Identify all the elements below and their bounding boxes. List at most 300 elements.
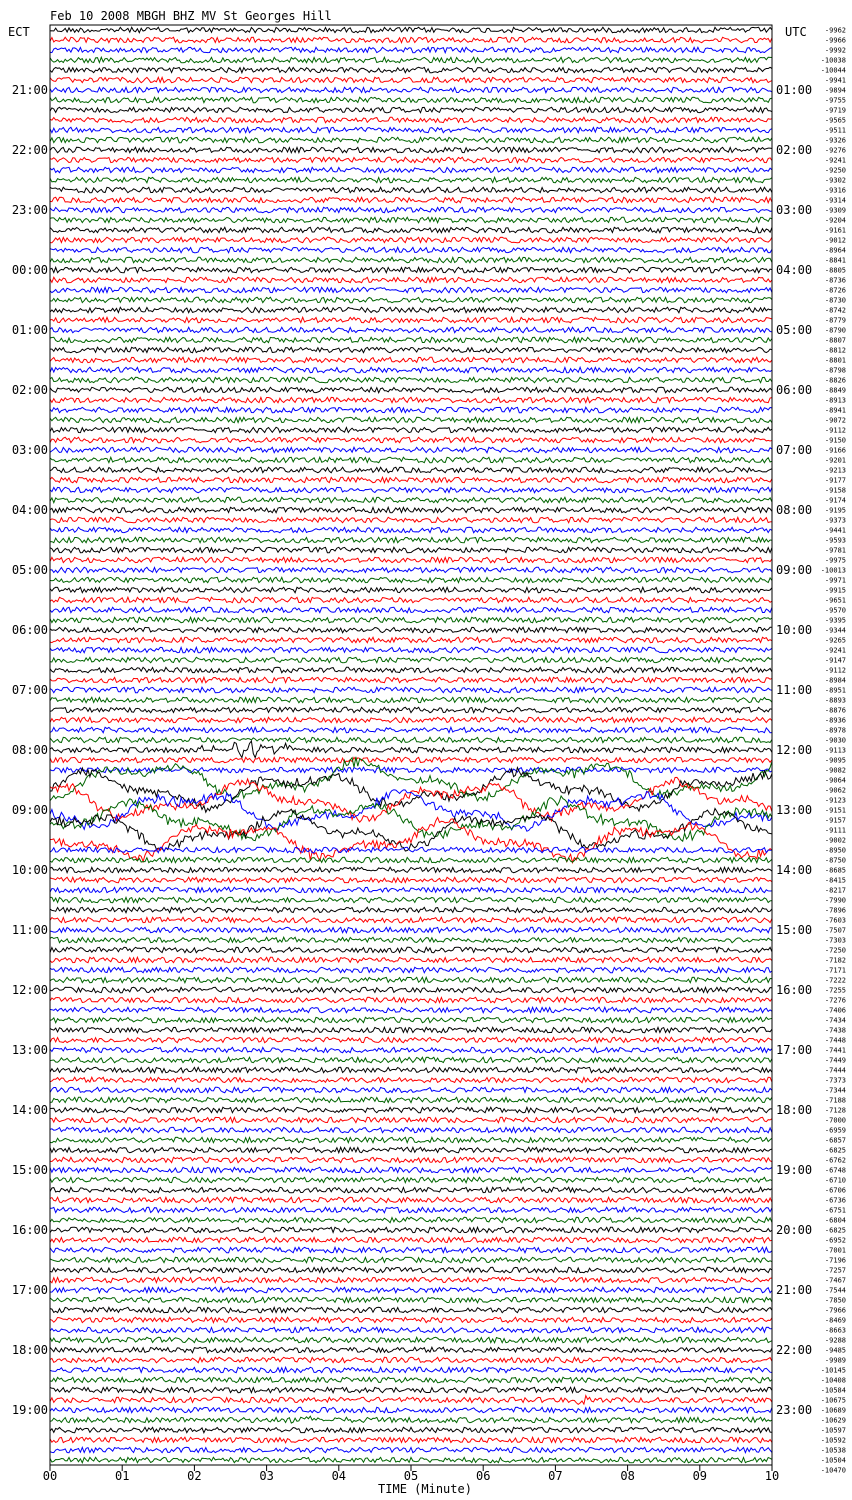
trace-offset-label: -8841 — [824, 256, 846, 265]
trace-73 — [50, 757, 772, 762]
trace-139 — [50, 1416, 772, 1423]
trace-offset-label: -7448 — [824, 1036, 846, 1045]
left-hour-label: 19:00 — [11, 1403, 48, 1417]
trace-136 — [50, 1387, 772, 1392]
trace-6 — [50, 87, 772, 92]
trace-offset-label: -8798 — [824, 366, 846, 375]
trace-offset-label: -9123 — [824, 796, 846, 805]
trace-offset-label: -7438 — [824, 1026, 846, 1035]
trace-offset-label: -7001 — [824, 1246, 846, 1255]
trace-102 — [50, 1047, 772, 1052]
trace-offset-label: -9062 — [824, 786, 846, 795]
trace-59 — [50, 617, 772, 622]
trace-61 — [50, 637, 772, 642]
trace-offset-label: -10675 — [820, 1396, 846, 1405]
trace-87 — [50, 897, 772, 902]
left-hour-label: 17:00 — [11, 1283, 48, 1297]
trace-96 — [50, 987, 772, 992]
trace-122 — [50, 1247, 772, 1252]
trace-offset-label: -9112 — [824, 666, 846, 675]
trace-118 — [50, 1207, 772, 1212]
trace-64 — [50, 667, 772, 672]
trace-141 — [50, 1437, 772, 1442]
trace-123 — [50, 1257, 772, 1262]
trace-offset-label: -8951 — [824, 686, 846, 695]
left-hour-label: 16:00 — [11, 1223, 48, 1237]
trace-offset-label: -9147 — [824, 656, 846, 665]
trace-offset-label: -9113 — [824, 746, 846, 755]
left-hour-label: 03:00 — [11, 443, 48, 457]
right-hour-label: 15:00 — [776, 923, 813, 937]
trace-offset-label: -7196 — [824, 1256, 846, 1265]
right-hour-label: 23:00 — [776, 1403, 813, 1417]
right-hour-label: 03:00 — [776, 203, 813, 217]
trace-offset-label: -9082 — [824, 766, 846, 775]
left-hour-label: 10:00 — [11, 863, 48, 877]
trace-offset-label: -10597 — [820, 1426, 846, 1435]
trace-offset-label: -8950 — [824, 846, 846, 855]
trace-offset-label: -9241 — [824, 646, 846, 655]
trace-94 — [50, 967, 772, 972]
trace-offset-label: -9719 — [824, 106, 846, 115]
trace-100 — [50, 1027, 772, 1032]
trace-20 — [50, 227, 772, 232]
trace-69 — [50, 717, 772, 722]
trace-30 — [50, 327, 772, 332]
trace-offset-label: -9395 — [824, 616, 846, 625]
trace-offset-label: -7182 — [824, 956, 846, 965]
trace-5 — [50, 77, 772, 82]
right-hour-label: 14:00 — [776, 863, 813, 877]
trace-28 — [50, 307, 772, 312]
trace-offset-label: -9166 — [824, 446, 846, 455]
trace-offset-label: -9250 — [824, 166, 846, 175]
right-hour-label: 12:00 — [776, 743, 813, 757]
trace-offset-label: -8469 — [824, 1316, 846, 1325]
trace-offset-label: -7406 — [824, 1006, 846, 1015]
right-hour-label: 22:00 — [776, 1343, 813, 1357]
trace-32 — [50, 347, 772, 352]
trace-133 — [50, 1357, 772, 1362]
trace-offset-label: -7896 — [824, 906, 846, 915]
trace-26 — [50, 287, 772, 292]
trace-offset-label: -7850 — [824, 1296, 846, 1305]
trace-15 — [50, 177, 772, 182]
left-hour-label: 14:00 — [11, 1103, 48, 1117]
trace-104 — [50, 1067, 772, 1072]
trace-89 — [50, 917, 772, 922]
left-hour-label: 06:00 — [11, 623, 48, 637]
trace-offset-label: -7507 — [824, 926, 846, 935]
trace-113 — [50, 1157, 772, 1162]
trace-108 — [50, 1107, 772, 1112]
trace-offset-label: -8730 — [824, 296, 846, 305]
trace-71 — [50, 737, 772, 742]
left-hour-label: 15:00 — [11, 1163, 48, 1177]
trace-offset-label: -7966 — [824, 1306, 846, 1315]
trace-offset-label: -9989 — [824, 1356, 846, 1365]
right-hour-label: 20:00 — [776, 1223, 813, 1237]
trace-46 — [50, 487, 772, 492]
right-hour-label: 05:00 — [776, 323, 813, 337]
chart-title: Feb 10 2008 MBGH BHZ MV St Georges Hill — [50, 9, 332, 23]
trace-34 — [50, 367, 772, 372]
right-hour-label: 21:00 — [776, 1283, 813, 1297]
trace-55 — [50, 577, 772, 582]
trace-56 — [50, 587, 772, 592]
trace-offset-label: -10145 — [820, 1366, 846, 1375]
trace-110 — [50, 1127, 772, 1132]
trace-24 — [50, 267, 772, 272]
right-hour-label: 07:00 — [776, 443, 813, 457]
trace-offset-label: -8849 — [824, 386, 846, 395]
trace-offset-label: -7441 — [824, 1046, 846, 1055]
trace-offset-label: -9894 — [824, 86, 846, 95]
x-tick-label: 06 — [475, 1469, 491, 1483]
trace-offset-label: -6736 — [824, 1196, 846, 1205]
trace-67 — [50, 697, 772, 702]
trace-23 — [50, 257, 772, 262]
right-hour-label: 19:00 — [776, 1163, 813, 1177]
trace-27 — [50, 297, 772, 302]
trace-offset-label: -8790 — [824, 326, 846, 335]
trace-offset-label: -10592 — [820, 1436, 846, 1445]
x-tick-label: 04 — [331, 1469, 347, 1483]
right-hour-label: 01:00 — [776, 83, 813, 97]
trace-93 — [50, 957, 772, 962]
trace-offset-label: -7303 — [824, 936, 846, 945]
trace-offset-label: -8663 — [824, 1326, 846, 1335]
trace-9 — [50, 117, 772, 122]
trace-92 — [50, 947, 772, 952]
trace-88 — [50, 907, 772, 912]
trace-offset-label: -6857 — [824, 1136, 846, 1145]
x-tick-label: 05 — [403, 1469, 419, 1483]
trace-50 — [50, 527, 772, 532]
trace-offset-label: -9570 — [824, 606, 846, 615]
trace-57 — [50, 597, 772, 602]
left-hour-label: 12:00 — [11, 983, 48, 997]
trace-offset-label: -7467 — [824, 1276, 846, 1285]
left-hour-label: 05:00 — [11, 563, 48, 577]
trace-offset-label: -9651 — [824, 596, 846, 605]
trace-52 — [50, 547, 772, 552]
left-hour-label: 21:00 — [11, 83, 48, 97]
trace-125 — [50, 1277, 772, 1282]
trace-38 — [50, 407, 772, 412]
trace-70 — [50, 727, 772, 732]
trace-98 — [50, 1007, 772, 1012]
trace-128 — [50, 1307, 772, 1312]
trace-66 — [50, 687, 772, 692]
trace-offset-label: -9177 — [824, 476, 846, 485]
trace-offset-label: -8742 — [824, 306, 846, 315]
trace-offset-label: -7544 — [824, 1286, 846, 1295]
trace-78 — [50, 790, 772, 831]
trace-offset-label: -9971 — [824, 576, 846, 585]
trace-41 — [50, 437, 772, 442]
trace-43 — [50, 457, 772, 462]
trace-132 — [50, 1347, 772, 1352]
trace-offset-label: -7250 — [824, 946, 846, 955]
trace-2 — [50, 47, 772, 52]
trace-83 — [50, 857, 772, 862]
trace-99 — [50, 1017, 772, 1022]
trace-42 — [50, 447, 772, 452]
trace-137 — [50, 1396, 772, 1405]
trace-offset-label: -9975 — [824, 556, 846, 565]
trace-68 — [50, 707, 772, 712]
trace-54 — [50, 567, 772, 572]
left-hour-label: 13:00 — [11, 1043, 48, 1057]
trace-44 — [50, 467, 772, 472]
trace-offset-label: -8415 — [824, 876, 846, 885]
left-hour-label: 04:00 — [11, 503, 48, 517]
right-hour-label: 04:00 — [776, 263, 813, 277]
trace-13 — [50, 157, 772, 162]
trace-103 — [50, 1057, 772, 1062]
trace-offset-label: -10038 — [820, 56, 846, 65]
trace-offset-label: -6825 — [824, 1146, 846, 1155]
trace-offset-label: -8807 — [824, 336, 846, 345]
trace-72 — [50, 741, 772, 758]
seismic-traces — [50, 27, 772, 1462]
trace-7 — [50, 97, 772, 102]
trace-offset-label: -8736 — [824, 276, 846, 285]
trace-offset-label: -6825 — [824, 1226, 846, 1235]
trace-offset-label: -9992 — [824, 46, 846, 55]
right-hour-axis — [776, 83, 812, 1417]
trace-offset-label: -9276 — [824, 146, 846, 155]
trace-81 — [50, 818, 772, 863]
trace-112 — [50, 1147, 772, 1152]
trace-40 — [50, 427, 772, 432]
trace-offset-label: -9002 — [824, 836, 846, 845]
trace-33 — [50, 357, 772, 362]
trace-offset-label: -6762 — [824, 1156, 846, 1165]
trace-offset-label: -8779 — [824, 316, 846, 325]
trace-offset-label: -9288 — [824, 1336, 846, 1345]
trace-115 — [50, 1177, 772, 1182]
trace-143 — [50, 1457, 772, 1462]
left-hour-label: 18:00 — [11, 1343, 48, 1357]
trace-35 — [50, 377, 772, 382]
left-hour-axis — [12, 83, 48, 1417]
trace-offset-label: -9441 — [824, 526, 846, 535]
trace-10 — [50, 127, 772, 132]
trace-offset-label: -10584 — [820, 1386, 846, 1395]
x-tick-label: 09 — [692, 1469, 708, 1483]
right-hour-label: 17:00 — [776, 1043, 813, 1057]
trace-16 — [50, 187, 772, 192]
trace-91 — [50, 937, 772, 942]
trace-53 — [50, 557, 772, 562]
trace-offset-label: -8826 — [824, 376, 846, 385]
x-tick-label: 07 — [548, 1469, 563, 1483]
right-hour-label: 10:00 — [776, 623, 813, 637]
trace-114 — [50, 1167, 772, 1172]
trace-offset-label: -8978 — [824, 726, 846, 735]
trace-offset-label: -9966 — [824, 36, 846, 45]
trace-offset-label: -9373 — [824, 516, 846, 525]
trace-offset-label: -9201 — [824, 456, 846, 465]
trace-126 — [50, 1287, 772, 1292]
trace-101 — [50, 1037, 772, 1042]
x-tick-label: 02 — [187, 1469, 202, 1483]
right-timezone-label: UTC — [785, 25, 807, 39]
trace-offset-label: -9064 — [824, 776, 846, 785]
trace-offset-label: -9485 — [824, 1346, 846, 1355]
trace-offset-label: -9755 — [824, 96, 846, 105]
trace-119 — [50, 1217, 772, 1222]
trace-8 — [50, 107, 772, 112]
trace-18 — [50, 207, 772, 212]
trace-62 — [50, 647, 772, 652]
trace-offset-label: -7171 — [824, 966, 846, 975]
trace-135 — [50, 1377, 772, 1382]
right-hour-label: 09:00 — [776, 563, 813, 577]
trace-offset-label: -9781 — [824, 546, 846, 555]
trace-58 — [50, 607, 772, 612]
right-hour-label: 06:00 — [776, 383, 813, 397]
trace-37 — [50, 397, 772, 402]
left-hour-label: 02:00 — [11, 383, 48, 397]
left-hour-label: 11:00 — [11, 923, 48, 937]
trace-142 — [50, 1447, 772, 1452]
trace-116 — [50, 1187, 772, 1192]
trace-offset-label: -9150 — [824, 436, 846, 445]
trace-offset-label: -10470 — [820, 1466, 846, 1475]
trace-107 — [50, 1097, 772, 1102]
right-hour-label: 18:00 — [776, 1103, 813, 1117]
trace-offset-label: -7222 — [824, 976, 846, 985]
trace-offset-label: -9012 — [824, 236, 846, 245]
trace-offset-label: -9204 — [824, 216, 846, 225]
trace-51 — [50, 537, 772, 542]
trace-124 — [50, 1267, 772, 1272]
trace-121 — [50, 1237, 772, 1242]
trace-offset-label: -9174 — [824, 496, 846, 505]
trace-offset-label: -9511 — [824, 126, 846, 135]
trace-offset-label: -9213 — [824, 466, 846, 475]
trace-offset-label: -9157 — [824, 816, 846, 825]
trace-109 — [50, 1117, 772, 1122]
trace-131 — [50, 1337, 772, 1342]
trace-offset-label: -7373 — [824, 1076, 846, 1085]
trace-offset-label: -8812 — [824, 346, 846, 355]
left-hour-label: 07:00 — [11, 683, 48, 697]
trace-offset-label: -6952 — [824, 1236, 846, 1245]
right-hour-label: 13:00 — [776, 803, 813, 817]
trace-130 — [50, 1327, 772, 1332]
right-hour-label: 11:00 — [776, 683, 813, 697]
trace-117 — [50, 1197, 772, 1202]
trace-offset-label: -8941 — [824, 406, 846, 415]
trace-offset-label: -9241 — [824, 156, 846, 165]
trace-offset-label: -6748 — [824, 1166, 846, 1175]
trace-offset-label: -9151 — [824, 806, 846, 815]
left-timezone-label: ECT — [8, 25, 30, 39]
right-hour-label: 02:00 — [776, 143, 813, 157]
trace-19 — [50, 217, 772, 222]
trace-offset-label: -8936 — [824, 716, 846, 725]
trace-129 — [50, 1317, 772, 1322]
trace-3 — [50, 57, 772, 62]
trace-offset-label: -9161 — [824, 226, 846, 235]
trace-offset-label: -9344 — [824, 626, 846, 635]
trace-65 — [50, 677, 772, 682]
trace-offset-label: -6710 — [824, 1176, 846, 1185]
x-tick-label: 08 — [620, 1469, 635, 1483]
trace-offset-label: -7000 — [824, 1116, 846, 1125]
trace-offset-label: -8217 — [824, 886, 846, 895]
trace-offset-label: -10538 — [820, 1446, 846, 1455]
trace-offset-label: -9072 — [824, 416, 846, 425]
trace-138 — [50, 1407, 772, 1412]
left-hour-label: 08:00 — [11, 743, 48, 757]
trace-offset-label: -9302 — [824, 176, 846, 185]
right-hour-label: 08:00 — [776, 503, 813, 517]
trace-offset-label: -9316 — [824, 186, 846, 195]
trace-106 — [50, 1087, 772, 1092]
trace-97 — [50, 997, 772, 1002]
trace-49 — [50, 517, 772, 522]
trace-47 — [50, 497, 772, 502]
trace-85 — [50, 877, 772, 882]
trace-offset-label: -8750 — [824, 856, 846, 865]
trace-76 — [50, 768, 772, 813]
trace-offset-label: -10689 — [820, 1406, 846, 1415]
trace-offset-label: -10504 — [820, 1456, 846, 1465]
trace-offset-label: -9111 — [824, 826, 846, 835]
trace-offset-label: -7188 — [824, 1096, 846, 1105]
x-axis-ticks — [43, 1465, 779, 1483]
trace-offset-label: -9112 — [824, 426, 846, 435]
trace-offset-label: -9265 — [824, 636, 846, 645]
trace-offset-label: -6751 — [824, 1206, 846, 1215]
trace-36 — [50, 387, 772, 392]
trace-offset-label: -8984 — [824, 676, 846, 685]
trace-offset-label: -9309 — [824, 206, 846, 215]
trace-63 — [50, 657, 772, 662]
trace-offset-label: -8893 — [824, 696, 846, 705]
trace-11 — [50, 137, 772, 142]
left-hour-label: 22:00 — [11, 143, 48, 157]
trace-offset-label: -7257 — [824, 1266, 846, 1275]
trace-offset-label: -9195 — [824, 506, 846, 515]
trace-31 — [50, 337, 772, 342]
trace-140 — [50, 1427, 772, 1432]
trace-offset-label: -8964 — [824, 246, 846, 255]
x-tick-label: 00 — [42, 1469, 58, 1483]
trace-offset-label: -6959 — [824, 1126, 846, 1135]
trace-4 — [50, 67, 772, 72]
trace-offset-label: -9565 — [824, 116, 846, 125]
trace-offset-label: -10044 — [820, 66, 846, 75]
trace-79 — [50, 796, 772, 841]
trace-offset-label: -7344 — [824, 1086, 846, 1095]
trace-offset-label: -7990 — [824, 896, 846, 905]
trace-45 — [50, 477, 772, 482]
trace-offset-label: -8801 — [824, 356, 846, 365]
trace-offset-label: -8685 — [824, 866, 846, 875]
trace-offset-label: -10408 — [820, 1376, 846, 1385]
right-hour-label: 16:00 — [776, 983, 813, 997]
trace-21 — [50, 237, 772, 242]
trace-105 — [50, 1077, 772, 1082]
left-hour-label: 09:00 — [11, 803, 48, 817]
trace-95 — [50, 977, 772, 982]
